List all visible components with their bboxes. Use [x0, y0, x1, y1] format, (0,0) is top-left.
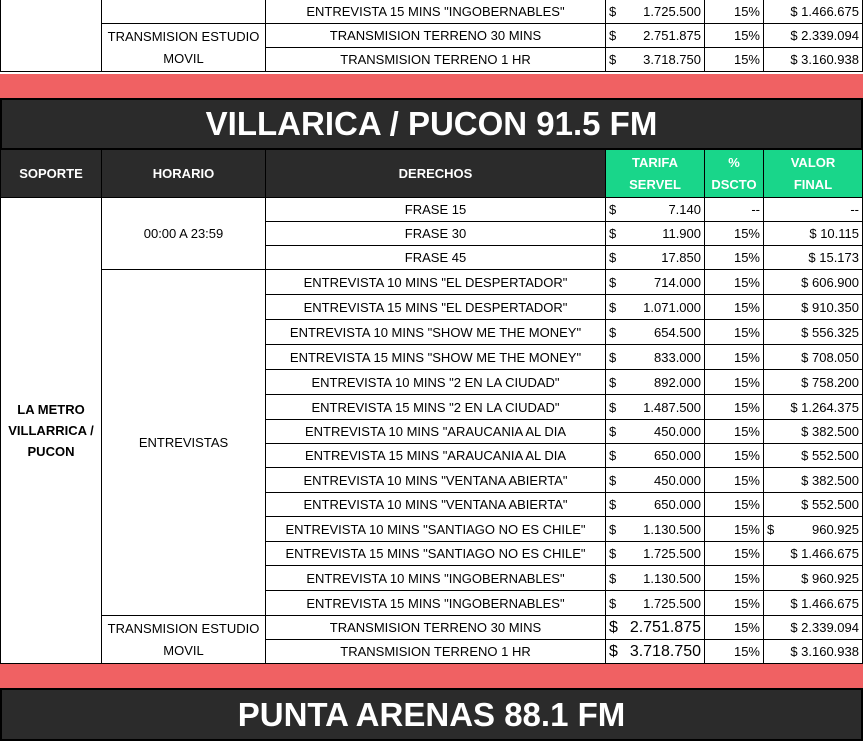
column-header-horario: HORARIO — [102, 150, 266, 198]
derecho-cell: FRASE 15 — [266, 198, 606, 222]
derecho-cell: ENTREVISTA 10 MINS "INGOBERNABLES" — [266, 566, 606, 591]
valor-cell: $ 606.900 — [764, 270, 863, 295]
tarifa-cell: $ 2.751.875 — [606, 24, 705, 48]
derecho-cell: FRASE 30 — [266, 222, 606, 246]
derecho-cell: ENTREVISTA 15 MINS "EL DESPERTADOR" — [266, 295, 606, 320]
tarifa-cell: $ 650.000 — [606, 444, 705, 468]
tarifa-cell: $ 714.000 — [606, 270, 705, 295]
derecho-cell: TRANSMISION TERRENO 30 MINS — [266, 24, 606, 48]
dscto-cell: 15% — [705, 222, 764, 246]
derecho-cell: TRANSMISION TERRENO 1 HR — [266, 640, 606, 664]
tarifa-cell: $ 1.130.500 — [606, 566, 705, 591]
tarifa-cell: $ 1.725.500 — [606, 0, 705, 24]
dscto-cell: 15% — [705, 566, 764, 591]
dscto-cell: 15% — [705, 591, 764, 616]
dscto-cell: 15% — [705, 246, 764, 270]
derecho-cell: ENTREVISTA 10 MINS "2 EN LA CIUDAD" — [266, 370, 606, 395]
valor-cell: $ 3.160.938 — [764, 48, 863, 72]
valor-cell: $ 758.200 — [764, 370, 863, 395]
dscto-cell: 15% — [705, 48, 764, 72]
dscto-cell: 15% — [705, 468, 764, 493]
dscto-cell: 15% — [705, 0, 764, 24]
derecho-cell: TRANSMISION TERRENO 30 MINS — [266, 616, 606, 640]
tarifa-cell: $ 1.071.000 — [606, 295, 705, 320]
valor-cell: $ 1.466.675 — [764, 0, 863, 24]
table-row — [1, 0, 863, 24]
dscto-cell: 15% — [705, 295, 764, 320]
valor-cell: $ 382.500 — [764, 468, 863, 493]
valor-cell: $ 15.173 — [764, 246, 863, 270]
valor-cell: $ 910.350 — [764, 295, 863, 320]
derecho-cell: ENTREVISTA 15 MINS "SHOW ME THE MONEY" — [266, 345, 606, 370]
derecho-cell: ENTREVISTA 10 MINS "VENTANA ABIERTA" — [266, 468, 606, 493]
tarifa-cell: $ 17.850 — [606, 246, 705, 270]
dscto-cell: 15% — [705, 444, 764, 468]
column-header-dscto: % DSCTO — [705, 150, 764, 198]
tarifa-cell: $ 3.718.750 — [606, 48, 705, 72]
tarifa-cell: $ 7.140 — [606, 198, 705, 222]
valor-cell: $ 708.050 — [764, 345, 863, 370]
table-row — [1, 616, 863, 640]
derecho-cell: ENTREVISTA 10 MINS "SHOW ME THE MONEY" — [266, 320, 606, 345]
horario-cell: 00:00 A 23:59 — [102, 198, 266, 270]
derecho-cell: ENTREVISTA 15 MINS "ARAUCANIA AL DIA — [266, 444, 606, 468]
tarifa-cell: $ 450.000 — [606, 420, 705, 444]
tarifa-cell: $ 833.000 — [606, 345, 705, 370]
section-separator — [0, 664, 863, 688]
tarifa-cell: $ 2.751.875 — [606, 616, 705, 640]
horario-cell: TRANSMISION ESTUDIO MOVIL — [102, 616, 266, 664]
valor-cell: $ 2.339.094 — [764, 616, 863, 640]
derecho-cell: FRASE 45 — [266, 246, 606, 270]
table-header-row — [1, 150, 863, 198]
valor-cell: $ 556.325 — [764, 320, 863, 345]
dscto-cell: 15% — [705, 320, 764, 345]
tarifa-cell: $ 450.000 — [606, 468, 705, 493]
next-section-title: PUNTA ARENAS 88.1 FM — [0, 688, 863, 741]
horario-cell: TRANSMISION ESTUDIO MOVIL — [102, 24, 266, 72]
valor-cell: $ 1.466.675 — [764, 542, 863, 566]
derecho-cell: ENTREVISTA 15 MINS "SANTIAGO NO ES CHILE" — [266, 542, 606, 566]
dscto-cell: 15% — [705, 493, 764, 517]
valor-cell: $ 960.925 — [764, 566, 863, 591]
tarifa-cell: $ 1.725.500 — [606, 591, 705, 616]
valor-cell: $ 960.925 — [764, 517, 863, 542]
derecho-cell: ENTREVISTA 10 MINS "ARAUCANIA AL DIA — [266, 420, 606, 444]
derecho-cell: ENTREVISTA 10 MINS "EL DESPERTADOR" — [266, 270, 606, 295]
derecho-cell: ENTREVISTA 15 MINS "2 EN LA CIUDAD" — [266, 395, 606, 420]
dscto-cell: 15% — [705, 395, 764, 420]
dscto-cell: 15% — [705, 517, 764, 542]
tarifa-cell: $ 1.725.500 — [606, 542, 705, 566]
column-header-tarifa: TARIFA SERVEL — [606, 150, 705, 198]
table-row — [1, 24, 863, 48]
rate-table — [0, 149, 863, 664]
dscto-cell: 15% — [705, 420, 764, 444]
horario-cell — [102, 0, 266, 24]
tarifa-cell: $ 3.718.750 — [606, 640, 705, 664]
table-row — [1, 198, 863, 222]
tarifa-cell: $ 11.900 — [606, 222, 705, 246]
tarifa-cell: $ 892.000 — [606, 370, 705, 395]
dscto-cell: 15% — [705, 616, 764, 640]
dscto-cell: 15% — [705, 24, 764, 48]
section-separator — [0, 74, 863, 98]
valor-cell: $ 1.264.375 — [764, 395, 863, 420]
valor-cell: $ 1.466.675 — [764, 591, 863, 616]
column-header-valor: VALOR FINAL — [764, 150, 863, 198]
dscto-cell: 15% — [705, 270, 764, 295]
section-title: VILLARICA / PUCON 91.5 FM — [0, 98, 863, 150]
dscto-cell: 15% — [705, 640, 764, 664]
column-header-derechos: DERECHOS — [266, 150, 606, 198]
top-rate-table — [0, 0, 863, 72]
dscto-cell: 15% — [705, 345, 764, 370]
soporte-cell: LA METRO VILLARRICA / PUCON — [1, 198, 102, 664]
dscto-cell: -- — [705, 198, 764, 222]
valor-cell: $ 552.500 — [764, 493, 863, 517]
derecho-cell: ENTREVISTA 15 MINS "INGOBERNABLES" — [266, 591, 606, 616]
valor-cell: -- — [764, 198, 863, 222]
soporte-cell — [1, 0, 102, 72]
valor-cell: $ 10.115 — [764, 222, 863, 246]
valor-cell: $ 2.339.094 — [764, 24, 863, 48]
tarifa-cell: $ 1.487.500 — [606, 395, 705, 420]
derecho-cell: ENTREVISTA 10 MINS "SANTIAGO NO ES CHILE" — [266, 517, 606, 542]
tarifa-cell: $ 1.130.500 — [606, 517, 705, 542]
dscto-cell: 15% — [705, 370, 764, 395]
derecho-cell: ENTREVISTA 10 MINS "VENTANA ABIERTA" — [266, 493, 606, 517]
table-row — [1, 270, 863, 295]
tarifa-cell: $ 650.000 — [606, 493, 705, 517]
tarifa-cell: $ 654.500 — [606, 320, 705, 345]
derecho-cell: ENTREVISTA 15 MINS "INGOBERNABLES" — [266, 0, 606, 24]
horario-cell: ENTREVISTAS — [102, 270, 266, 616]
valor-cell: $ 382.500 — [764, 420, 863, 444]
derecho-cell: TRANSMISION TERRENO 1 HR — [266, 48, 606, 72]
valor-cell: $ 552.500 — [764, 444, 863, 468]
dscto-cell: 15% — [705, 542, 764, 566]
valor-cell: $ 3.160.938 — [764, 640, 863, 664]
column-header-soporte: SOPORTE — [1, 150, 102, 198]
